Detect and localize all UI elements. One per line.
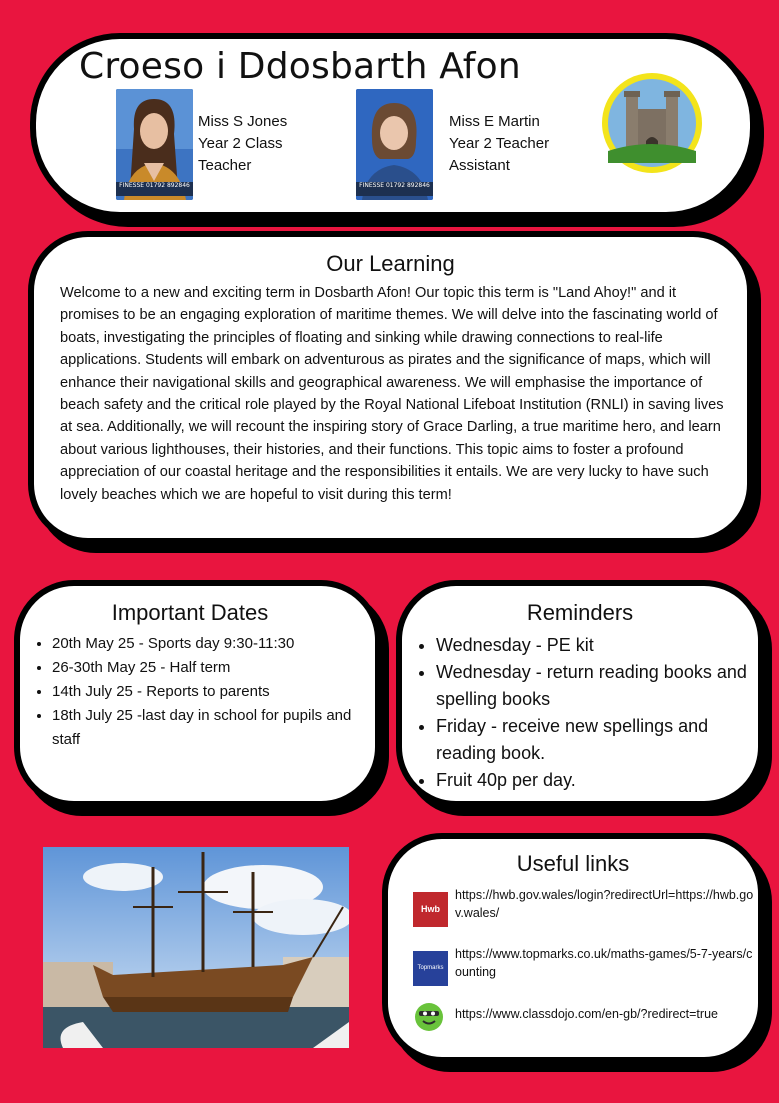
assistant-photo (356, 89, 433, 200)
staff-info-martin (449, 111, 549, 177)
topmarks-icon: Topmarks (413, 951, 448, 986)
learning-heading: Our Learning (326, 251, 455, 276)
list-item: • Wednesday - PE kit (436, 632, 756, 659)
staff-role: Year 2 Class (198, 135, 283, 152)
links-heading: Useful links (516, 851, 630, 876)
hwb-icon: Hwb (413, 892, 448, 927)
staff-info-jones (198, 111, 287, 177)
link-url[interactable]: https://hwb.gov.wales/login?redirectUrl=https://hwb.gov.wales/ (455, 888, 754, 920)
important-dates-card (14, 580, 381, 807)
classdojo-icon (413, 1001, 448, 1036)
dates-list (30, 632, 372, 752)
list-item: • 14th July 25 - Reports to parents (52, 680, 372, 704)
list-item: • Friday - receive new spellings and reading book. (436, 713, 756, 767)
header-card (30, 33, 756, 218)
reminders-heading: Reminders (526, 600, 634, 625)
reminders-card (396, 580, 764, 807)
useful-links-card (382, 833, 764, 1063)
teacher-photo (116, 89, 193, 200)
list-item: • Fruit 40p per day. (436, 767, 756, 794)
link-url[interactable]: https://www.topmarks.co.uk/maths-games/5-7-years/counting (455, 947, 753, 979)
learning-text: Welcome to a new and exciting term in Dosbarth Afon! Our topic this term is "Land Ahoy!" and it promises to be an engaging exploration of maritime themes. We will delve into the fascinating world of boats, investigating the principles of floating and sinking while drawing connections to real-life applications. Students will embark on adventurous as pirates and the significance of maps, which will enhance their navigational skills and geographical awareness. We will emphasise the importance of beach safety and the critical role played by the Royal National Lifeboat Institution (RNLI) in saving lives at sea. Additionally, we will recount the inspiring story of Grace Darling, a true maritime hero, and learn about various lighthouses, their histories, and their functions. This topic aims to foster a profound appreciation of our coastal heritage and the responsibilities it entails. We are very lucky to have such lovely beaches which we are hopeful to visit during this term! (60, 285, 724, 503)
staff-role-cont: Assistant (449, 157, 510, 174)
photo-stamp: FINESSE 01792 892846 (116, 182, 193, 196)
list-item: • 18th July 25 -last day in school for pupils and staff (52, 704, 372, 752)
dates-heading: Important Dates (111, 600, 269, 625)
list-item: • Wednesday - return reading books and spelling books (436, 659, 756, 713)
staff-name: Miss S Jones (198, 113, 288, 130)
list-item: • 26-30th May 25 - Half term (52, 656, 372, 680)
staff-name: Miss E Martin (449, 113, 540, 130)
list-item: • 20th May 25 - Sports day 9:30-11:30 (52, 632, 372, 656)
photo-stamp: FINESSE 01792 892846 (356, 182, 433, 196)
galleon-ship-photo (43, 847, 349, 1048)
link-url[interactable]: https://www.classdojo.com/en-gb/?redirect=true (455, 1007, 718, 1021)
school-logo (600, 71, 710, 191)
staff-role: Year 2 Teacher (449, 135, 550, 152)
staff-role-cont: Teacher (198, 157, 252, 174)
our-learning-card (28, 231, 753, 544)
reminders-list (414, 632, 756, 794)
page-title: Croeso i Ddosbarth Afon (79, 46, 521, 87)
